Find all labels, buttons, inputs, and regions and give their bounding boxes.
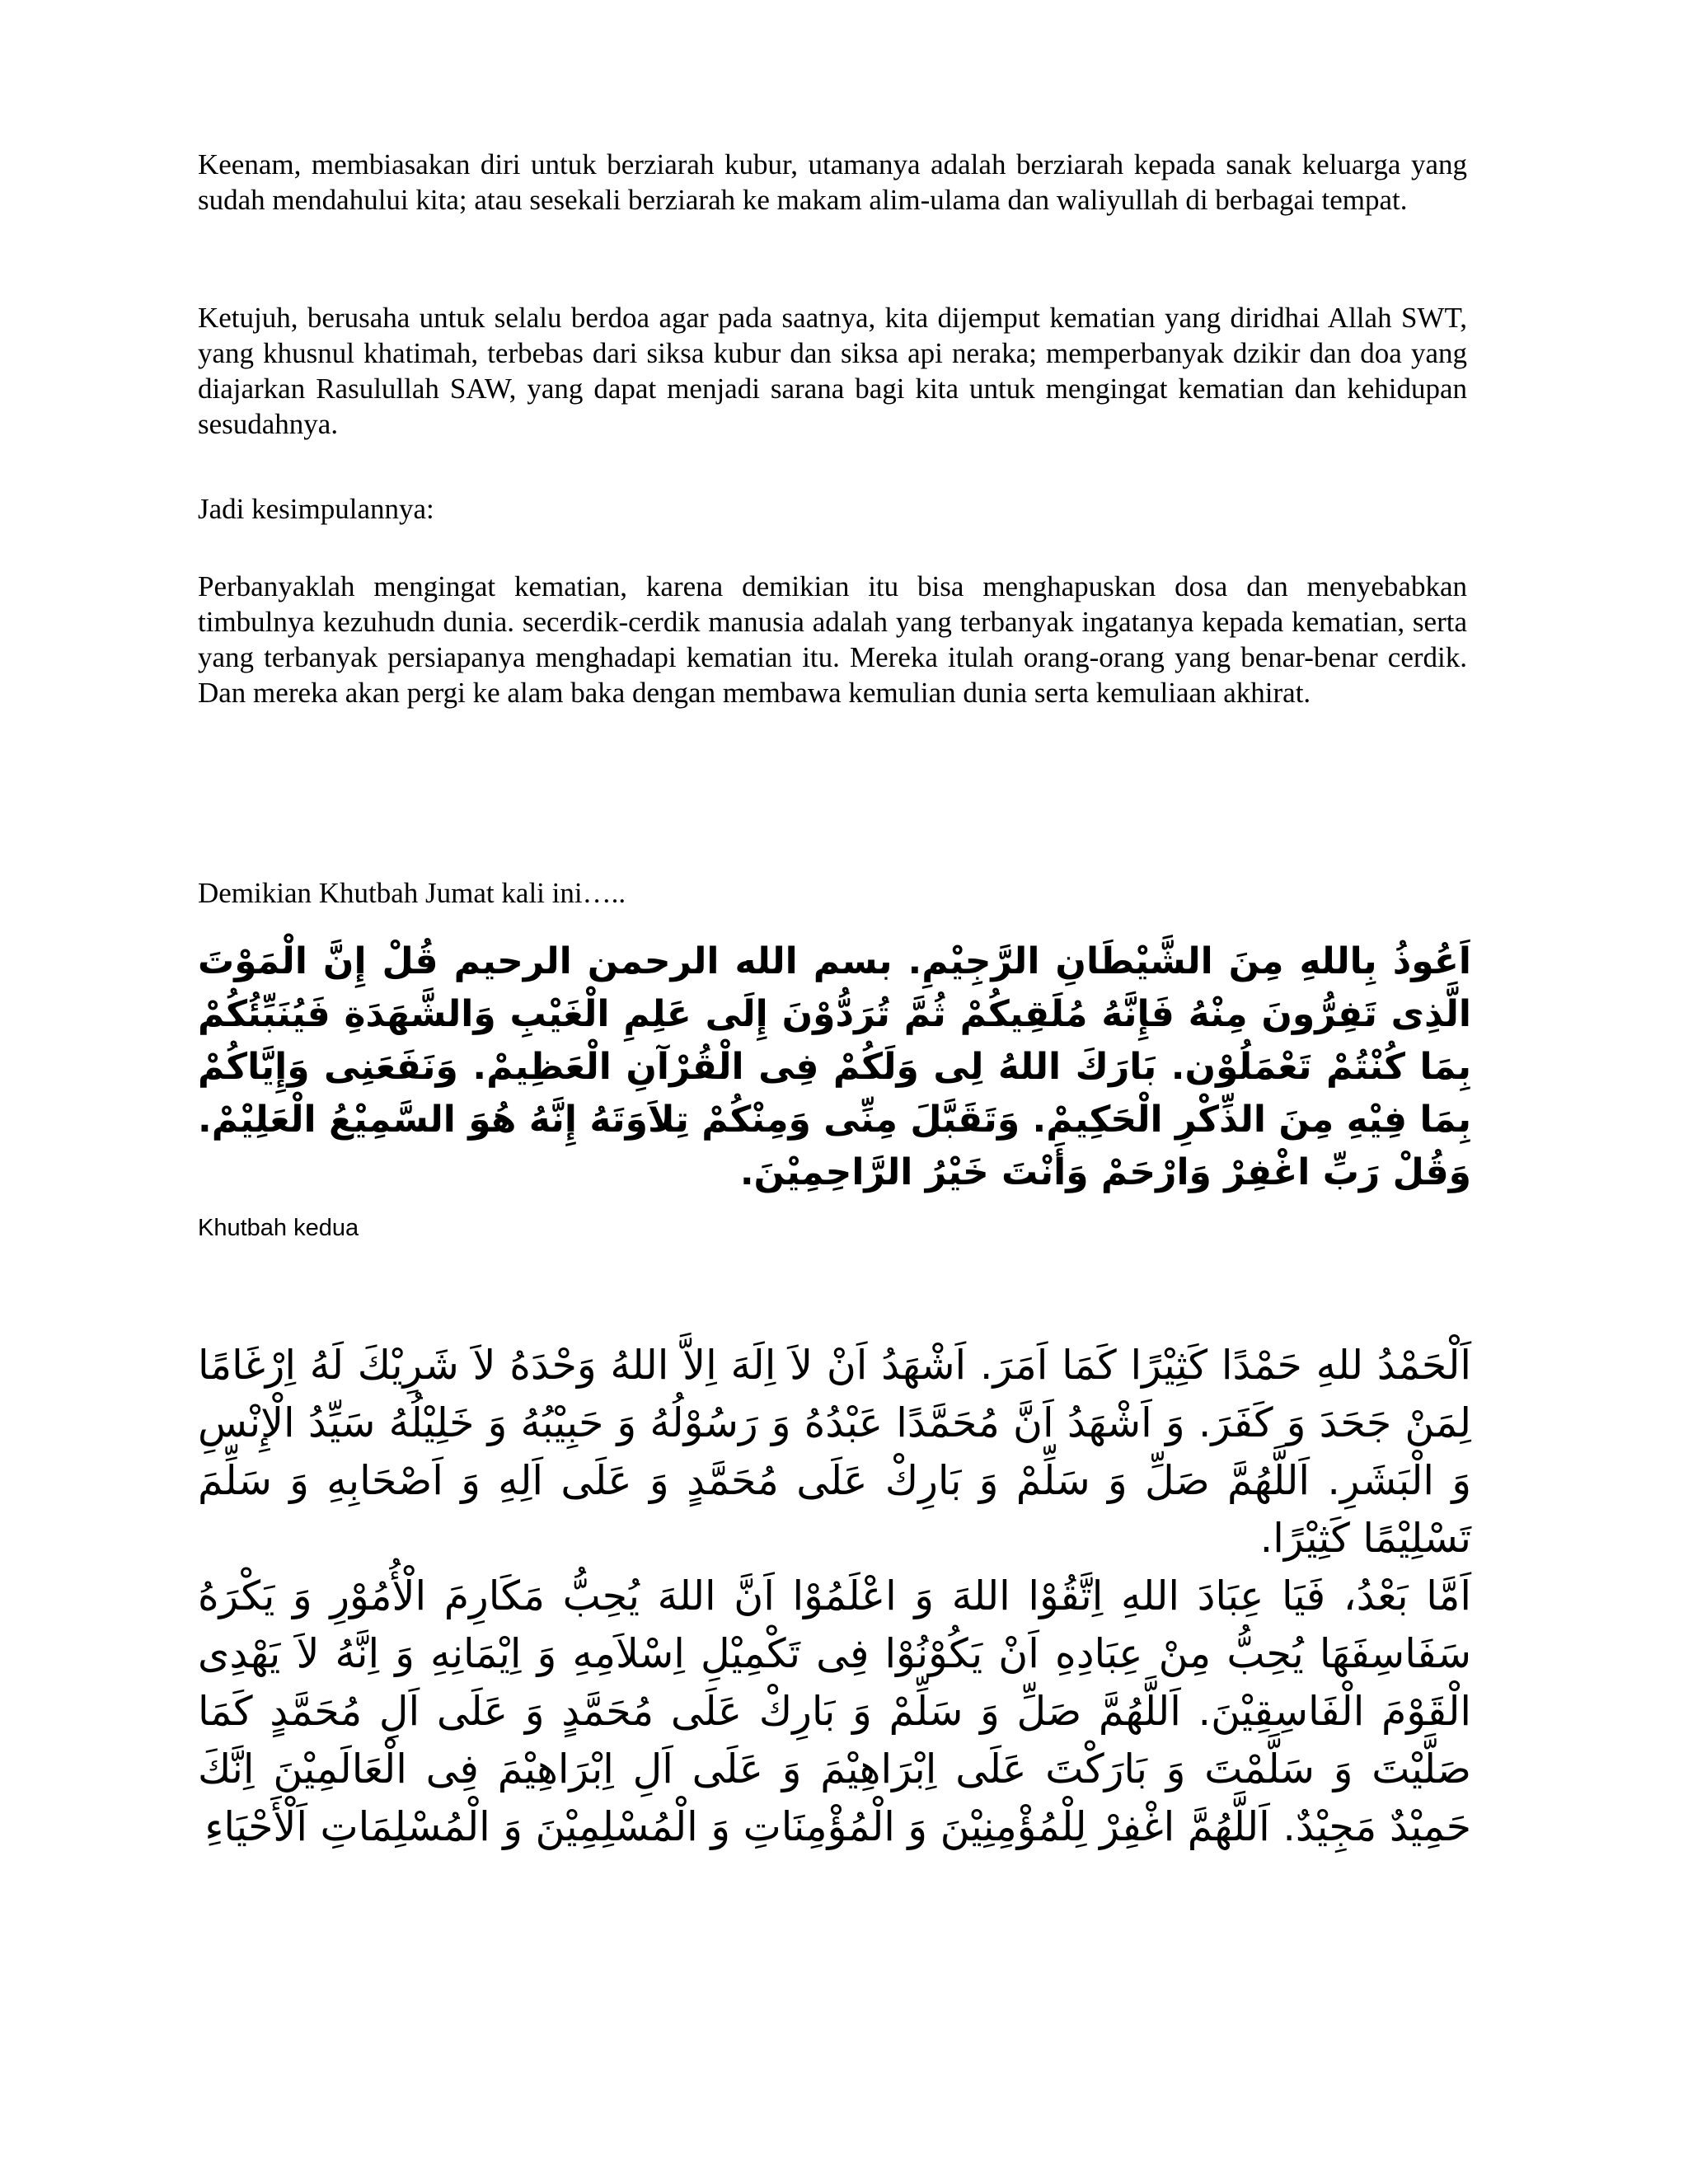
paragraph-ketujuh: Ketujuh, berusaha untuk selalu berdoa agar pada saatnya, kita dijemput kematian yang diridhai Allah SWT, yang khusnul khatimah, terbebas dari siksa kubur dan siksa api neraka; memperbanyak dzikir dan doa yang diajarkan Rasulullah SAW, yang dapat menjadi sarana bagi kita untuk mengingat kematian dan kehidupan sesudahnya.	[198, 302, 1467, 440]
section-title-khutbah-kedua: Khutbah kedua	[198, 1215, 359, 1241]
paragraph-conclusion: Perbanyaklah mengingat kematian, karena demikian itu bisa menghapuskan dosa dan menyebabkan timbulnya kezuhudn dunia. secerdik-cerdik manusia adalah yang terbanyak ingatanya kepada kematian, serta yang terbanyak persiapanya menghadapi kematian itu. Mereka itulah orang-orang yang benar-benar cerdik. Dan mereka akan pergi ke alam baka dengan membawa kemulian dunia serta kemuliaan akhirat.	[198, 570, 1467, 709]
paragraph-keenam: Keenam, membiasakan diri untuk berziarah kubur, utamanya adalah berziarah kepada sanak keluarga yang sudah mendahului kita; atau sesekali berziarah ke makam alim-ulama dan waliyullah di berbagai tempat.	[198, 148, 1467, 216]
arabic-second-sermon-opening: اَلْحَمْدُ للهِ حَمْدًا كَثِيْرًا كَمَا اَمَرَ. اَشْهَدُ اَنْ لاَ اِلَهَ اِلاَّ اللهُ وَحْدَهُ لاَ شَرِيْكَ لَهُ اِرْغَامًا لِمَنْ جَحَدَ وَ كَفَرَ. وَ اَشْهَدُ اَنَّ مُحَمَّدًا عَبْدُهُ وَ رَسُوْلُهُ وَ حَبِيْبُهُ وَ خَلِيْلُهُ سَيِّدُ الْإِنْسِ وَ الْبَشَرِ. اَللَّهُمَّ صَلِّ وَ سَلِّمْ وَ بَارِكْ عَلَى مُحَمَّدٍ وَ عَلَى اَلِهِ وَ اَصْحَابِهِ وَ سَلِّمَ تَسْلِيْمًا كَثِيْرًا.	[198, 1342, 1471, 1562]
paragraph-conclusion-label: Jadi kesimpulannya:	[198, 493, 434, 525]
arabic-closing-prayer: اَعُوذُ بِاللهِ مِنَ الشَّيْطَانِ الرَّجِيْمِ. بسم الله الرحمن الرحيم قُلْ إِنَّ الْمَوْتَ الَّذِى تَفِرُّونَ مِنْهُ فَإِنَّهُ مُلَقِيكُمْ ثُمَّ تُرَدُّوْنَ إِلَى عَلِمِ الْغَيْبِ وَالشَّهَدَةِ فَيُنَبِّئُكُمْ بِمَا كُنْتُمْ تَعْمَلُوْن. بَارَكَ اللهُ لِى وَلَكُمْ فِى الْقُرْآنِ الْعَظِيمْ. وَنَفَعَنِى وَإِيَّاكُمْ بِمَا فِيْهِ مِنَ الذِّكْرِ الْحَكِيمْ. وَتَقَبَّلَ مِنِّى وَمِنْكُمْ تِلاَوَتَهُ إِنَّهُ هُوَ السَّمِيْعُ الْعَلِيْمْ. وَقُلْ رَبِّ اغْفِرْ وَارْحَمْ وَأَنْتَ خَيْرُ الرَّاحِمِيْنَ.	[198, 940, 1471, 1193]
paragraph-closing-remark: Demikian Khutbah Jumat kali ini…..	[198, 877, 626, 909]
arabic-second-sermon-body: اَمَّا بَعْدُ، فَيَا عِبَادَ اللهِ اِتَّقُوْا اللهَ وَ اعْلَمُوْا اَنَّ اللهَ يُحِبُّ مَكَارِمَ الْأُمُوْرِ وَ يَكْرَهُ سَفَاسِفَهَا يُحِبُّ مِنْ عِبَادِهِ اَنْ يَكُوْنُوْا فِى تَكْمِيْلِ اِسْلاَمِهِ وَ اِيْمَانِهِ وَ اِنَّهُ لاَ يَهْدِى الْقَوْمَ الْفَاسِقِيْنَ. اَللَّهُمَّ صَلِّ وَ سَلِّمْ وَ بَارِكْ عَلَى مُحَمَّدٍ وَ عَلَى اَلِ مُحَمَّدٍ كَمَا صَلَّيْتَ وَ سَلَّمْتَ وَ بَارَكْتَ عَلَى اِبْرَاهِيْمَ وَ عَلَى اَلِ اِبْرَاهِيْمَ فِى الْعَالَمِيْنَ اِنَّكَ حَمِيْدٌ مَجِيْدٌ. اَللَّهُمَّ اغْفِرْ لِلْمُؤْمِنِيْنَ وَ الْمُؤْمِنَاتِ وَ الْمُسْلِمِيْنَ وَ الْمُسْلِمَاتِ اَلْأَحْيَاءِ	[198, 1572, 1471, 1850]
